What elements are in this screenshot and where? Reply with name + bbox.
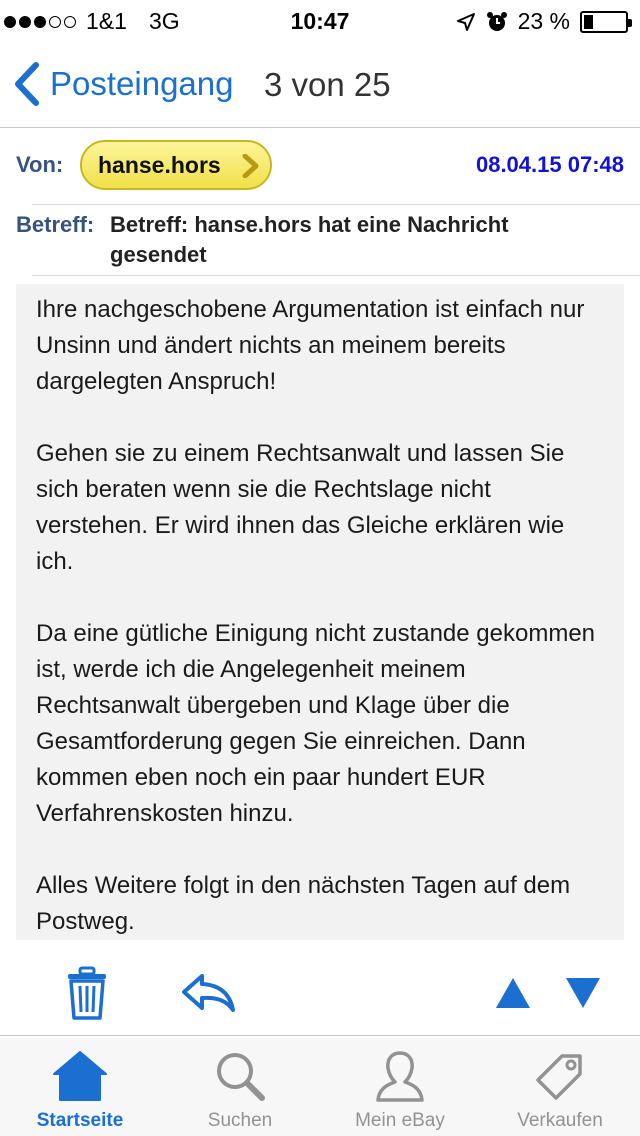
message-position: 3 von 25 — [264, 66, 391, 103]
arrow-down-icon — [564, 976, 602, 1010]
chevron-left-icon — [14, 62, 40, 106]
location-arrow-icon — [456, 12, 476, 32]
arrow-up-icon — [494, 976, 532, 1010]
network-type: 3G — [148, 8, 180, 34]
reply-icon — [180, 972, 236, 1014]
from-row — [0, 130, 640, 202]
delete-button[interactable] — [66, 966, 108, 1025]
tab-mein-ebay[interactable] — [320, 1038, 480, 1136]
message-paragraph: Gehen sie zu einem Rechtsanwalt und lassen Sie sich beraten wenn sie die Rechtslage nicht verstehen. Er wird ihnen das Gleiche erklären wie ich. — [36, 440, 565, 575]
divider — [32, 275, 640, 276]
clock: 10:47 — [290, 8, 350, 34]
trash-icon — [66, 966, 108, 1020]
subject-text: Betreff: hanse.hors hat eine Nachricht gesendet — [110, 212, 509, 267]
chevron-right-icon — [242, 154, 260, 178]
tab-label: Suchen — [207, 1110, 273, 1131]
previous-message-button[interactable] — [494, 976, 532, 1015]
back-button-label: Posteingang — [50, 65, 234, 102]
message-paragraph: Ihre nachgeschobene Argumentation ist einfach nur Unsinn und ändert nichts an meinem bereits dargelegten Anspruch! — [36, 296, 585, 395]
home-icon — [52, 1050, 108, 1102]
from-label: Von: — [16, 152, 64, 177]
back-button[interactable] — [14, 62, 233, 106]
message-date: 08.04.15 07:48 — [475, 152, 624, 177]
status-right — [456, 8, 628, 35]
tab-verkaufen[interactable] — [480, 1038, 640, 1136]
action-toolbar — [0, 948, 640, 1036]
tab-suchen[interactable] — [160, 1038, 320, 1136]
battery-icon — [580, 11, 628, 33]
alarm-clock-icon — [486, 11, 508, 33]
message-paragraph: Da eine gütliche Einigung nicht zustande gekommen ist, werde ich die Angelegenheit meinem Rechtsanwalt übergeben und Klage über die Gesamtforderung gegen Sie einreichen. Dann kommen eben noch ein paar hundert EUR Verfahrenskosten hinzu. — [36, 620, 596, 827]
tab-label: Mein eBay — [355, 1110, 445, 1131]
battery-percent: 23 % — [517, 8, 570, 34]
divider — [32, 204, 640, 205]
tab-startseite[interactable] — [0, 1038, 160, 1136]
subject-row — [0, 202, 640, 276]
tag-icon — [534, 1050, 586, 1102]
message-body[interactable] — [16, 284, 624, 940]
status-bar — [0, 0, 640, 40]
tab-bar — [0, 1038, 640, 1136]
message-paragraph: Alles Weitere folgt in den nächsten Tagen auf dem Postweg. — [36, 872, 571, 935]
sender-name: hanse.hors — [98, 151, 221, 178]
navigation-bar — [0, 40, 640, 128]
sender-button[interactable] — [80, 140, 272, 190]
next-message-button[interactable] — [564, 976, 602, 1015]
search-icon — [214, 1050, 266, 1102]
tab-label: Startseite — [36, 1110, 124, 1131]
subject-label: Betreff: — [16, 212, 95, 237]
carrier-name: 1&1 — [86, 8, 127, 34]
reply-button[interactable] — [180, 972, 236, 1019]
user-icon — [375, 1050, 425, 1104]
tab-label: Verkaufen — [517, 1110, 603, 1131]
